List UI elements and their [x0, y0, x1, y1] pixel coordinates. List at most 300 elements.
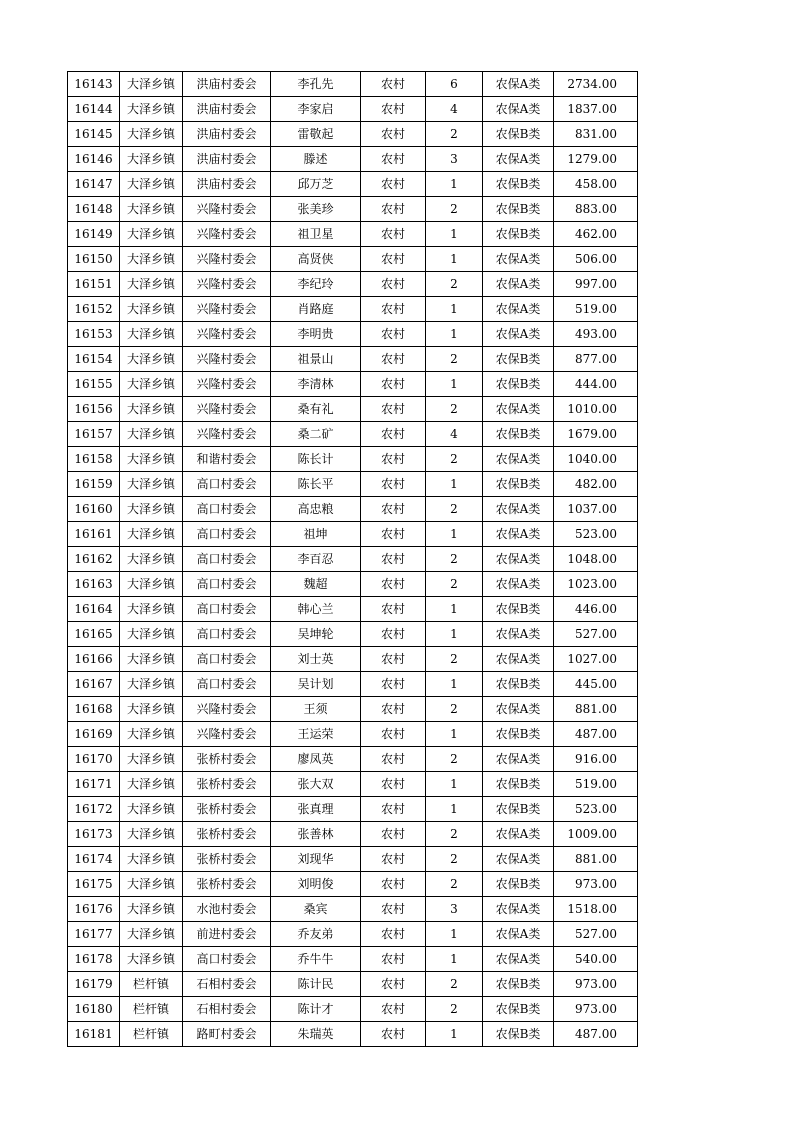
household-type-cell: 农村: [361, 897, 426, 922]
member-count-cell: 2: [426, 547, 483, 572]
village-committee-cell: 洪庙村委会: [183, 172, 271, 197]
table-row: [68, 122, 638, 147]
table-row: [68, 947, 638, 972]
household-type-cell: 农村: [361, 1022, 426, 1047]
town-cell: 大泽乡镇: [120, 872, 183, 897]
household-type-cell: 农村: [361, 672, 426, 697]
village-committee-cell: 高口村委会: [183, 472, 271, 497]
insurance-class-cell: 农保A类: [483, 97, 554, 122]
household-type-cell: 农村: [361, 147, 426, 172]
name-cell: 刘明俊: [271, 872, 361, 897]
insurance-class-cell: 农保A类: [483, 272, 554, 297]
member-count-cell: 2: [426, 697, 483, 722]
village-committee-cell: 和谐村委会: [183, 447, 271, 472]
amount-cell: 973.00: [554, 872, 638, 897]
town-cell: 大泽乡镇: [120, 947, 183, 972]
member-count-cell: 2: [426, 972, 483, 997]
insurance-class-cell: 农保A类: [483, 297, 554, 322]
insurance-class-cell: 农保B类: [483, 872, 554, 897]
member-count-cell: 1: [426, 372, 483, 397]
insurance-class-cell: 农保A类: [483, 72, 554, 97]
town-cell: 大泽乡镇: [120, 397, 183, 422]
amount-cell: 1010.00: [554, 397, 638, 422]
table-row: [68, 422, 638, 447]
insurance-class-cell: 农保B类: [483, 797, 554, 822]
amount-cell: 916.00: [554, 747, 638, 772]
member-count-cell: 2: [426, 872, 483, 897]
name-cell: 桑宾: [271, 897, 361, 922]
record-id-cell: 16157: [68, 422, 120, 447]
village-committee-cell: 张桥村委会: [183, 872, 271, 897]
town-cell: 大泽乡镇: [120, 297, 183, 322]
village-committee-cell: 张桥村委会: [183, 822, 271, 847]
village-committee-cell: 张桥村委会: [183, 797, 271, 822]
town-cell: 大泽乡镇: [120, 822, 183, 847]
village-committee-cell: 张桥村委会: [183, 847, 271, 872]
village-committee-cell: 石相村委会: [183, 972, 271, 997]
village-committee-cell: 兴隆村委会: [183, 697, 271, 722]
name-cell: 廖凤英: [271, 747, 361, 772]
record-id-cell: 16161: [68, 522, 120, 547]
insurance-class-cell: 农保A类: [483, 572, 554, 597]
town-cell: 大泽乡镇: [120, 372, 183, 397]
town-cell: 大泽乡镇: [120, 697, 183, 722]
household-type-cell: 农村: [361, 97, 426, 122]
village-committee-cell: 高口村委会: [183, 497, 271, 522]
name-cell: 李清林: [271, 372, 361, 397]
town-cell: 大泽乡镇: [120, 447, 183, 472]
village-committee-cell: 兴隆村委会: [183, 422, 271, 447]
village-committee-cell: 兴隆村委会: [183, 372, 271, 397]
amount-cell: 973.00: [554, 972, 638, 997]
member-count-cell: 2: [426, 272, 483, 297]
amount-cell: 883.00: [554, 197, 638, 222]
village-committee-cell: 兴隆村委会: [183, 272, 271, 297]
insurance-class-cell: 农保A类: [483, 522, 554, 547]
town-cell: 大泽乡镇: [120, 647, 183, 672]
town-cell: 栏杆镇: [120, 997, 183, 1022]
household-type-cell: 农村: [361, 622, 426, 647]
town-cell: 大泽乡镇: [120, 747, 183, 772]
record-id-cell: 16159: [68, 472, 120, 497]
amount-cell: 482.00: [554, 472, 638, 497]
table-row: [68, 822, 638, 847]
amount-cell: 446.00: [554, 597, 638, 622]
table-row: [68, 997, 638, 1022]
table-row: [68, 1022, 638, 1047]
town-cell: 栏杆镇: [120, 1022, 183, 1047]
village-committee-cell: 洪庙村委会: [183, 122, 271, 147]
record-id-cell: 16178: [68, 947, 120, 972]
insurance-class-cell: 农保A类: [483, 922, 554, 947]
name-cell: 李家启: [271, 97, 361, 122]
insurance-class-cell: 农保B类: [483, 347, 554, 372]
amount-cell: 1279.00: [554, 147, 638, 172]
insurance-class-cell: 农保B类: [483, 997, 554, 1022]
name-cell: 吴坤轮: [271, 622, 361, 647]
record-id-cell: 16151: [68, 272, 120, 297]
insurance-class-cell: 农保A类: [483, 897, 554, 922]
village-committee-cell: 高口村委会: [183, 597, 271, 622]
table-row: [68, 597, 638, 622]
insurance-class-cell: 农保B类: [483, 472, 554, 497]
name-cell: 张善林: [271, 822, 361, 847]
record-id-cell: 16179: [68, 972, 120, 997]
amount-cell: 973.00: [554, 997, 638, 1022]
household-type-cell: 农村: [361, 597, 426, 622]
record-id-cell: 16144: [68, 97, 120, 122]
member-count-cell: 2: [426, 122, 483, 147]
table-row: [68, 447, 638, 472]
insurance-class-cell: 农保A类: [483, 247, 554, 272]
village-committee-cell: 洪庙村委会: [183, 97, 271, 122]
household-type-cell: 农村: [361, 522, 426, 547]
town-cell: 大泽乡镇: [120, 922, 183, 947]
record-id-cell: 16174: [68, 847, 120, 872]
member-count-cell: 1: [426, 597, 483, 622]
name-cell: 王运荣: [271, 722, 361, 747]
table-row: [68, 972, 638, 997]
member-count-cell: 1: [426, 672, 483, 697]
village-committee-cell: 兴隆村委会: [183, 297, 271, 322]
village-committee-cell: 路町村委会: [183, 1022, 271, 1047]
record-id-cell: 16156: [68, 397, 120, 422]
household-type-cell: 农村: [361, 272, 426, 297]
amount-cell: 519.00: [554, 772, 638, 797]
member-count-cell: 1: [426, 947, 483, 972]
member-count-cell: 1: [426, 1022, 483, 1047]
insurance-class-cell: 农保A类: [483, 822, 554, 847]
member-count-cell: 2: [426, 347, 483, 372]
insurance-class-cell: 农保B类: [483, 597, 554, 622]
town-cell: 大泽乡镇: [120, 672, 183, 697]
amount-cell: 997.00: [554, 272, 638, 297]
member-count-cell: 1: [426, 722, 483, 747]
name-cell: 韩心兰: [271, 597, 361, 622]
name-cell: 祖坤: [271, 522, 361, 547]
amount-cell: 881.00: [554, 847, 638, 872]
village-committee-cell: 兴隆村委会: [183, 247, 271, 272]
town-cell: 大泽乡镇: [120, 247, 183, 272]
table-row: [68, 347, 638, 372]
amount-cell: 506.00: [554, 247, 638, 272]
town-cell: 大泽乡镇: [120, 122, 183, 147]
record-id-cell: 16180: [68, 997, 120, 1022]
record-id-cell: 16164: [68, 597, 120, 622]
amount-cell: 540.00: [554, 947, 638, 972]
village-committee-cell: 高口村委会: [183, 622, 271, 647]
member-count-cell: 1: [426, 622, 483, 647]
name-cell: 雷敬起: [271, 122, 361, 147]
record-id-cell: 16152: [68, 297, 120, 322]
table-row: [68, 397, 638, 422]
table-row: [68, 847, 638, 872]
table-row: [68, 722, 638, 747]
household-type-cell: 农村: [361, 847, 426, 872]
member-count-cell: 6: [426, 72, 483, 97]
record-id-cell: 16177: [68, 922, 120, 947]
town-cell: 大泽乡镇: [120, 847, 183, 872]
name-cell: 李明贵: [271, 322, 361, 347]
record-id-cell: 16170: [68, 747, 120, 772]
amount-cell: 1027.00: [554, 647, 638, 672]
table-row: [68, 622, 638, 647]
record-id-cell: 16155: [68, 372, 120, 397]
record-id-cell: 16176: [68, 897, 120, 922]
member-count-cell: 2: [426, 197, 483, 222]
insurance-class-cell: 农保A类: [483, 847, 554, 872]
name-cell: 吴计划: [271, 672, 361, 697]
amount-cell: 523.00: [554, 522, 638, 547]
record-id-cell: 16167: [68, 672, 120, 697]
record-id-cell: 16173: [68, 822, 120, 847]
village-committee-cell: 高口村委会: [183, 672, 271, 697]
household-type-cell: 农村: [361, 922, 426, 947]
household-type-cell: 农村: [361, 422, 426, 447]
record-id-cell: 16148: [68, 197, 120, 222]
town-cell: 大泽乡镇: [120, 347, 183, 372]
town-cell: 大泽乡镇: [120, 722, 183, 747]
name-cell: 陈长计: [271, 447, 361, 472]
village-committee-cell: 洪庙村委会: [183, 72, 271, 97]
village-committee-cell: 前进村委会: [183, 922, 271, 947]
table-row: [68, 572, 638, 597]
name-cell: 桑二矿: [271, 422, 361, 447]
amount-cell: 523.00: [554, 797, 638, 822]
insurance-class-cell: 农保A类: [483, 547, 554, 572]
member-count-cell: 3: [426, 897, 483, 922]
town-cell: 大泽乡镇: [120, 222, 183, 247]
table-row: [68, 222, 638, 247]
household-type-cell: 农村: [361, 397, 426, 422]
insurance-class-cell: 农保B类: [483, 772, 554, 797]
table-row: [68, 147, 638, 172]
insurance-class-cell: 农保B类: [483, 222, 554, 247]
amount-cell: 831.00: [554, 122, 638, 147]
name-cell: 张美珍: [271, 197, 361, 222]
record-id-cell: 16171: [68, 772, 120, 797]
table-row: [68, 747, 638, 772]
member-count-cell: 4: [426, 422, 483, 447]
record-id-cell: 16165: [68, 622, 120, 647]
amount-cell: 1518.00: [554, 897, 638, 922]
amount-cell: 1040.00: [554, 447, 638, 472]
table-row: [68, 72, 638, 97]
member-count-cell: 2: [426, 747, 483, 772]
village-committee-cell: 兴隆村委会: [183, 197, 271, 222]
name-cell: 李纪玲: [271, 272, 361, 297]
record-id-cell: 16154: [68, 347, 120, 372]
amount-cell: 458.00: [554, 172, 638, 197]
village-committee-cell: 高口村委会: [183, 947, 271, 972]
household-type-cell: 农村: [361, 997, 426, 1022]
household-type-cell: 农村: [361, 547, 426, 572]
insurance-class-cell: 农保B类: [483, 672, 554, 697]
household-type-cell: 农村: [361, 372, 426, 397]
name-cell: 刘士英: [271, 647, 361, 672]
member-count-cell: 1: [426, 297, 483, 322]
household-type-cell: 农村: [361, 947, 426, 972]
records-sheet: [67, 71, 638, 1047]
household-type-cell: 农村: [361, 697, 426, 722]
member-count-cell: 1: [426, 322, 483, 347]
name-cell: 高忠粮: [271, 497, 361, 522]
household-type-cell: 农村: [361, 172, 426, 197]
name-cell: 陈计才: [271, 997, 361, 1022]
household-type-cell: 农村: [361, 647, 426, 672]
member-count-cell: 3: [426, 147, 483, 172]
village-committee-cell: 兴隆村委会: [183, 397, 271, 422]
table-row: [68, 897, 638, 922]
household-type-cell: 农村: [361, 447, 426, 472]
name-cell: 邱万芝: [271, 172, 361, 197]
household-type-cell: 农村: [361, 247, 426, 272]
town-cell: 大泽乡镇: [120, 572, 183, 597]
name-cell: 刘现华: [271, 847, 361, 872]
insurance-class-cell: 农保A类: [483, 497, 554, 522]
village-committee-cell: 石相村委会: [183, 997, 271, 1022]
household-type-cell: 农村: [361, 122, 426, 147]
member-count-cell: 2: [426, 997, 483, 1022]
insurance-class-cell: 农保A类: [483, 397, 554, 422]
insurance-class-cell: 农保B类: [483, 372, 554, 397]
town-cell: 大泽乡镇: [120, 472, 183, 497]
household-type-cell: 农村: [361, 222, 426, 247]
member-count-cell: 1: [426, 797, 483, 822]
insurance-class-cell: 农保B类: [483, 172, 554, 197]
town-cell: 大泽乡镇: [120, 72, 183, 97]
household-type-cell: 农村: [361, 197, 426, 222]
town-cell: 大泽乡镇: [120, 522, 183, 547]
insurance-class-cell: 农保A类: [483, 447, 554, 472]
insurance-class-cell: 农保A类: [483, 747, 554, 772]
village-committee-cell: 张桥村委会: [183, 747, 271, 772]
record-id-cell: 16172: [68, 797, 120, 822]
table-row: [68, 297, 638, 322]
table-row: [68, 97, 638, 122]
town-cell: 大泽乡镇: [120, 497, 183, 522]
household-type-cell: 农村: [361, 472, 426, 497]
member-count-cell: 2: [426, 822, 483, 847]
amount-cell: 1679.00: [554, 422, 638, 447]
records-table: [67, 71, 638, 1047]
name-cell: 朱瑞英: [271, 1022, 361, 1047]
insurance-class-cell: 农保A类: [483, 697, 554, 722]
record-id-cell: 16153: [68, 322, 120, 347]
village-committee-cell: 高口村委会: [183, 647, 271, 672]
name-cell: 滕述: [271, 147, 361, 172]
insurance-class-cell: 农保B类: [483, 972, 554, 997]
amount-cell: 881.00: [554, 697, 638, 722]
name-cell: 桑有礼: [271, 397, 361, 422]
household-type-cell: 农村: [361, 72, 426, 97]
member-count-cell: 2: [426, 572, 483, 597]
village-committee-cell: 兴隆村委会: [183, 347, 271, 372]
town-cell: 栏杆镇: [120, 972, 183, 997]
village-committee-cell: 高口村委会: [183, 572, 271, 597]
household-type-cell: 农村: [361, 747, 426, 772]
record-id-cell: 16145: [68, 122, 120, 147]
amount-cell: 1009.00: [554, 822, 638, 847]
name-cell: 祖卫星: [271, 222, 361, 247]
amount-cell: 877.00: [554, 347, 638, 372]
household-type-cell: 农村: [361, 972, 426, 997]
amount-cell: 462.00: [554, 222, 638, 247]
insurance-class-cell: 农保B类: [483, 722, 554, 747]
table-row: [68, 797, 638, 822]
member-count-cell: 1: [426, 472, 483, 497]
member-count-cell: 1: [426, 247, 483, 272]
household-type-cell: 农村: [361, 572, 426, 597]
household-type-cell: 农村: [361, 872, 426, 897]
record-id-cell: 16158: [68, 447, 120, 472]
record-id-cell: 16143: [68, 72, 120, 97]
town-cell: 大泽乡镇: [120, 322, 183, 347]
table-row: [68, 472, 638, 497]
village-committee-cell: 张桥村委会: [183, 772, 271, 797]
record-id-cell: 16162: [68, 547, 120, 572]
amount-cell: 1048.00: [554, 547, 638, 572]
table-row: [68, 372, 638, 397]
table-row: [68, 247, 638, 272]
town-cell: 大泽乡镇: [120, 147, 183, 172]
name-cell: 肖路庭: [271, 297, 361, 322]
record-id-cell: 16160: [68, 497, 120, 522]
town-cell: 大泽乡镇: [120, 272, 183, 297]
record-id-cell: 16168: [68, 697, 120, 722]
member-count-cell: 2: [426, 447, 483, 472]
record-id-cell: 16175: [68, 872, 120, 897]
member-count-cell: 2: [426, 497, 483, 522]
town-cell: 大泽乡镇: [120, 172, 183, 197]
name-cell: 陈长平: [271, 472, 361, 497]
town-cell: 大泽乡镇: [120, 797, 183, 822]
member-count-cell: 1: [426, 772, 483, 797]
village-committee-cell: 洪庙村委会: [183, 147, 271, 172]
amount-cell: 527.00: [554, 622, 638, 647]
table-row: [68, 772, 638, 797]
household-type-cell: 农村: [361, 497, 426, 522]
town-cell: 大泽乡镇: [120, 547, 183, 572]
amount-cell: 1837.00: [554, 97, 638, 122]
town-cell: 大泽乡镇: [120, 772, 183, 797]
insurance-class-cell: 农保A类: [483, 622, 554, 647]
records-body: [68, 72, 638, 1047]
table-row: [68, 647, 638, 672]
member-count-cell: 4: [426, 97, 483, 122]
name-cell: 李百忍: [271, 547, 361, 572]
record-id-cell: 16146: [68, 147, 120, 172]
household-type-cell: 农村: [361, 772, 426, 797]
name-cell: 乔友弟: [271, 922, 361, 947]
table-row: [68, 522, 638, 547]
name-cell: 祖景山: [271, 347, 361, 372]
insurance-class-cell: 农保A类: [483, 322, 554, 347]
amount-cell: 493.00: [554, 322, 638, 347]
record-id-cell: 16166: [68, 647, 120, 672]
member-count-cell: 1: [426, 222, 483, 247]
name-cell: 张真理: [271, 797, 361, 822]
insurance-class-cell: 农保B类: [483, 197, 554, 222]
member-count-cell: 2: [426, 647, 483, 672]
town-cell: 大泽乡镇: [120, 97, 183, 122]
name-cell: 高贤侠: [271, 247, 361, 272]
member-count-cell: 1: [426, 922, 483, 947]
insurance-class-cell: 农保B类: [483, 1022, 554, 1047]
household-type-cell: 农村: [361, 297, 426, 322]
record-id-cell: 16163: [68, 572, 120, 597]
name-cell: 李孔先: [271, 72, 361, 97]
